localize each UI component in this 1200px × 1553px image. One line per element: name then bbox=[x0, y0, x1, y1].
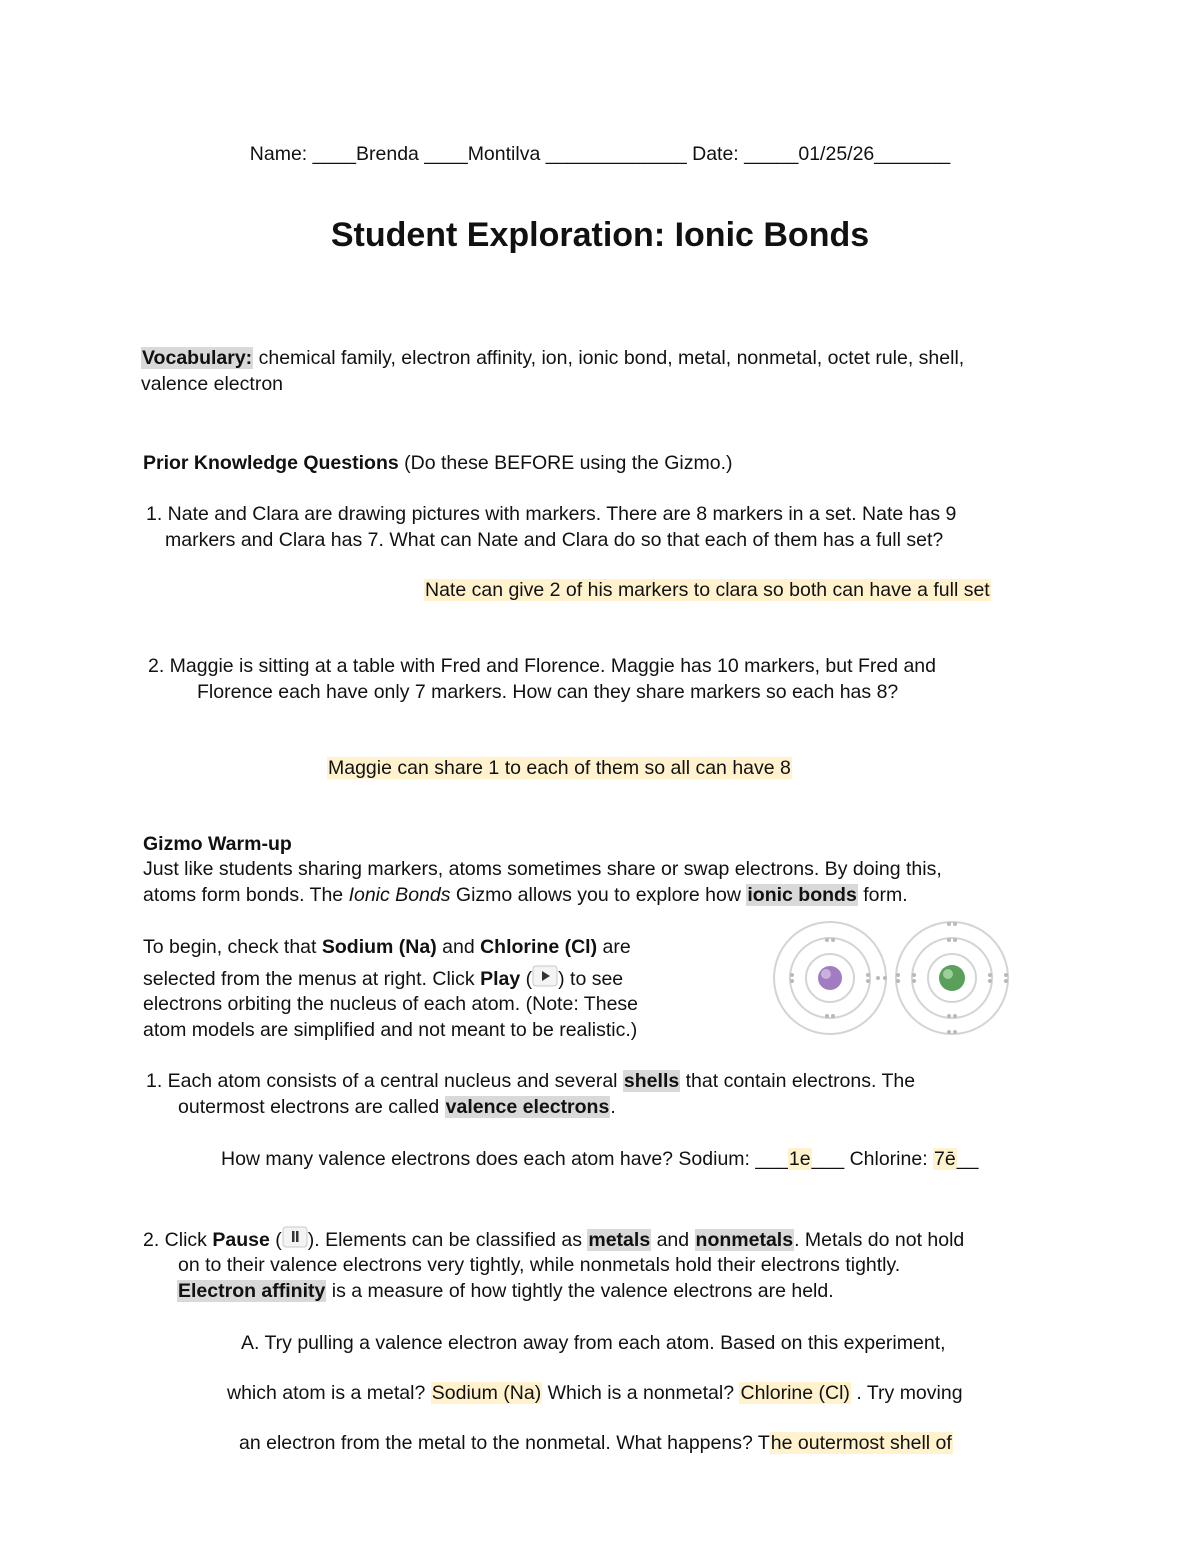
nonmetal-answer[interactable]: Chlorine (Cl) bbox=[740, 1382, 850, 1404]
warmup-heading: Gizmo Warm-up bbox=[143, 833, 292, 855]
chlorine-nucleus-icon bbox=[939, 965, 965, 991]
warmup-paragraph-line-2 bbox=[143, 882, 908, 908]
question-text: 2. Click bbox=[143, 1229, 213, 1251]
page-title: Student Exploration: Ionic Bonds bbox=[330, 216, 870, 254]
pause-question-line-1 bbox=[143, 1226, 964, 1253]
transfer-answer[interactable]: he outermost shell of bbox=[770, 1432, 952, 1454]
instruction-line-3: electrons orbiting the nucleus of each atom. (Note: These bbox=[143, 993, 639, 1015]
question-text: 1. Each atom consists of a central nucleus and several bbox=[146, 1070, 623, 1092]
question-2-answer[interactable] bbox=[327, 755, 792, 781]
instruction-line-4: atom models are simplified and not meant to be realistic.) bbox=[143, 1019, 638, 1041]
question-2-line-1: 2. Maggie is sitting at a table with Fred and Florence. Maggie has 10 markers, but Fred and bbox=[148, 655, 936, 677]
instruction-text: To begin, check that bbox=[143, 936, 322, 958]
warmup-text: form. bbox=[857, 884, 908, 906]
prior-knowledge-heading bbox=[143, 450, 733, 476]
vocabulary-line-2: valence electron bbox=[141, 373, 284, 395]
metals-term: metals bbox=[588, 1229, 651, 1251]
question-text: ( bbox=[269, 1229, 282, 1251]
pause-question-line-2: on to their valence electrons very tightly, while nonmetals hold their electrons tightly. bbox=[178, 1254, 901, 1276]
vocabulary-terms: chemical family, electron affinity, ion, ionic bond, metal, nonmetal, octet rule, shell, bbox=[253, 347, 965, 369]
question-text: . bbox=[610, 1096, 616, 1118]
question-text: and bbox=[651, 1229, 695, 1251]
answer-2-text[interactable]: Maggie can share 1 to each of them so all can have 8 bbox=[328, 757, 791, 779]
nonmetals-term: nonmetals bbox=[695, 1229, 794, 1251]
vocabulary-line-1 bbox=[141, 345, 964, 371]
question-text: is a measure of how tightly the valence electrons are held. bbox=[326, 1280, 834, 1302]
chlorine-term: Chlorine (Cl) bbox=[480, 936, 598, 958]
prior-knowledge-note: (Do these BEFORE using the Gizmo.) bbox=[398, 452, 733, 474]
gizmo-name: Ionic Bonds bbox=[348, 884, 451, 906]
warmup-text: atoms form bonds. The bbox=[143, 884, 349, 906]
question-text: __ bbox=[956, 1148, 979, 1170]
sodium-term: Sodium (Na) bbox=[321, 936, 437, 958]
name-date-line: Name: ____Brenda ____Montilva _____________ Date: _____01/25/26_______ bbox=[249, 143, 951, 165]
instruction-text: selected from the menus at right. Click bbox=[143, 968, 481, 990]
sodium-chlorine-atoms-image bbox=[770, 918, 1018, 1038]
question-text: How many valence electrons does each atom have? Sodium: ___ bbox=[221, 1148, 788, 1170]
question-1-answer[interactable] bbox=[424, 577, 991, 603]
ionic-bonds-term: ionic bonds bbox=[747, 884, 857, 906]
play-term: Play bbox=[480, 968, 521, 990]
question-text: ___ Chlorine: bbox=[811, 1148, 934, 1170]
metal-answer[interactable]: Sodium (Na) bbox=[431, 1382, 542, 1404]
question-text: Which is a nonmetal? bbox=[542, 1382, 740, 1404]
question-1-line-2: markers and Clara has 7. What can Nate and Clara do so that each of them has a full set? bbox=[165, 529, 944, 551]
shells-question-line-1 bbox=[146, 1068, 915, 1094]
play-icon bbox=[532, 965, 558, 989]
instruction-line-2 bbox=[143, 965, 623, 992]
part-a-line-2 bbox=[227, 1380, 963, 1406]
warmup-text: Gizmo allows you to explore how bbox=[450, 884, 747, 906]
part-a-line-1: A. Try pulling a valence electron away from each atom. Based on this experiment, bbox=[241, 1332, 946, 1354]
shells-question-line-2 bbox=[178, 1094, 616, 1120]
question-2-line-2: Florence each have only 7 markers. How can they share markers so each has 8? bbox=[197, 681, 899, 703]
question-text: that contain electrons. The bbox=[680, 1070, 916, 1092]
pause-question-line-3 bbox=[177, 1278, 834, 1304]
valence-count-question bbox=[221, 1146, 978, 1172]
instruction-line-1 bbox=[143, 934, 631, 960]
prior-knowledge-title: Prior Knowledge Questions bbox=[143, 452, 399, 474]
instruction-text: are bbox=[597, 936, 631, 958]
question-text: outermost electrons are called bbox=[178, 1096, 445, 1118]
sodium-nucleus-icon bbox=[818, 966, 842, 990]
electron-affinity-term: Electron affinity bbox=[178, 1280, 326, 1302]
instruction-text: ) to see bbox=[558, 968, 624, 990]
valence-electrons-term: valence electrons bbox=[445, 1096, 610, 1118]
question-text: which atom is a metal? bbox=[227, 1382, 431, 1404]
question-text: ). Elements can be classified as bbox=[307, 1229, 588, 1251]
instruction-text: ( bbox=[520, 968, 533, 990]
sodium-valence-answer[interactable]: 1e bbox=[788, 1148, 811, 1170]
pause-term: Pause bbox=[212, 1229, 270, 1251]
warmup-paragraph-line-1: Just like students sharing markers, atoms sometimes share or swap electrons. By doing this, bbox=[143, 858, 942, 880]
shells-term: shells bbox=[623, 1070, 680, 1092]
question-text: . Metals do not hold bbox=[794, 1229, 965, 1251]
chlorine-valence-answer[interactable]: 7ē bbox=[934, 1148, 956, 1170]
instruction-text: and bbox=[436, 936, 481, 958]
pause-icon bbox=[282, 1226, 308, 1250]
vocabulary-label: Vocabulary: bbox=[142, 347, 253, 369]
part-a-line-3 bbox=[239, 1430, 953, 1456]
question-text: an electron from the metal to the nonmetal. What happens? T bbox=[239, 1432, 770, 1454]
question-text: . Try moving bbox=[850, 1382, 963, 1404]
answer-1-text[interactable]: Nate can give 2 of his markers to clara so both can have a full set bbox=[425, 579, 990, 601]
question-1-line-1: 1. Nate and Clara are drawing pictures with markers. There are 8 markers in a set. Nate has 9 bbox=[146, 503, 957, 525]
